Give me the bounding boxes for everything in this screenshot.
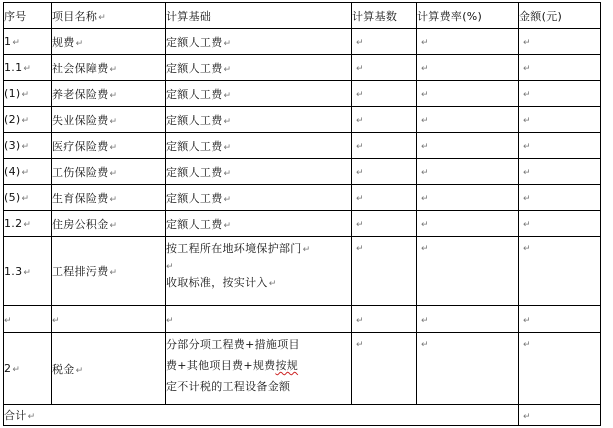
table-row xyxy=(4,81,601,107)
header-name: 项目名称↵ xyxy=(52,3,166,29)
table-row xyxy=(4,306,601,333)
cell-seq: 1.3↵ xyxy=(4,237,52,306)
table-row xyxy=(4,333,601,405)
cell-seq: 1.2↵ xyxy=(4,211,52,237)
total-amount-cell: ↵ xyxy=(519,405,601,426)
cell-basis: 定额人工费↵ xyxy=(166,211,352,237)
cell-amount: ↵ xyxy=(519,237,601,306)
table-row xyxy=(4,185,601,211)
table-row xyxy=(4,55,601,81)
cell-rate: ↵ xyxy=(417,159,519,185)
cell-name: 规费↵ xyxy=(52,29,166,55)
cell-seq: (2)↵ xyxy=(4,107,52,133)
cell-name: 生育保险费↵ xyxy=(52,185,166,211)
cell-base: ↵ xyxy=(352,237,417,306)
cell-rate: ↵ xyxy=(417,107,519,133)
cell-base: ↵ xyxy=(352,306,417,333)
cell-seq: (4)↵ xyxy=(4,159,52,185)
cell-seq: (3)↵ xyxy=(4,133,52,159)
cell-rate: ↵ xyxy=(417,133,519,159)
header-seq: 序号 xyxy=(4,3,52,29)
cell-seq: 1↵ xyxy=(4,29,52,55)
table-row xyxy=(4,133,601,159)
cell-rate: ↵ xyxy=(417,29,519,55)
table-row xyxy=(4,29,601,55)
cell-name: 税金↵ xyxy=(52,333,166,405)
table-header-row xyxy=(4,3,601,29)
header-amount: 金额(元) xyxy=(519,3,601,29)
cell-base: ↵ xyxy=(352,81,417,107)
cell-base: ↵ xyxy=(352,211,417,237)
cell-rate: ↵ xyxy=(417,55,519,81)
cell-basis: 定额人工费↵ xyxy=(166,81,352,107)
cell-basis: 定额人工费↵ xyxy=(166,55,352,81)
cell-basis: 定额人工费↵ xyxy=(166,29,352,55)
cell-basis: 按工程所在地环境保护部门↵ ↵ 收取标准，按实计入↵ xyxy=(166,237,352,306)
cell-name: 医疗保险费↵ xyxy=(52,133,166,159)
fee-table xyxy=(3,2,601,426)
cell-seq: ↵ xyxy=(4,306,52,333)
total-label-cell: 合计↵ xyxy=(4,405,519,426)
cell-seq: 2↵ xyxy=(4,333,52,405)
cell-amount: ↵ xyxy=(519,55,601,81)
cell-amount: ↵ xyxy=(519,81,601,107)
cell-base: ↵ xyxy=(352,159,417,185)
cell-amount: ↵ xyxy=(519,159,601,185)
cell-seq: (1)↵ xyxy=(4,81,52,107)
cell-amount: ↵ xyxy=(519,185,601,211)
cell-rate: ↵ xyxy=(417,306,519,333)
table-row xyxy=(4,107,601,133)
cell-rate: ↵ xyxy=(417,237,519,306)
header-basis: 计算基础 xyxy=(166,3,352,29)
cell-rate: ↵ xyxy=(417,185,519,211)
cell-basis: ↵ xyxy=(166,306,352,333)
cell-rate: ↵ xyxy=(417,211,519,237)
cell-amount: ↵ xyxy=(519,107,601,133)
cell-seq: (5)↵ xyxy=(4,185,52,211)
cell-basis: 定额人工费↵ xyxy=(166,133,352,159)
cell-rate: ↵ xyxy=(417,81,519,107)
cell-name: 工程排污费↵ xyxy=(52,237,166,306)
cell-rate: ↵ xyxy=(417,333,519,405)
table-row xyxy=(4,211,601,237)
cell-base: ↵ xyxy=(352,133,417,159)
cell-name: 社会保障费↵ xyxy=(52,55,166,81)
cell-basis: 分部分项工程费+措施项目 费+其他项目费+规费按规 定不计税的工程设备金额 xyxy=(166,333,352,405)
cell-seq: 1.1↵ xyxy=(4,55,52,81)
cell-base: ↵ xyxy=(352,333,417,405)
cell-name: 养老保险费↵ xyxy=(52,81,166,107)
cell-amount: ↵ xyxy=(519,306,601,333)
cell-name: 失业保险费↵ xyxy=(52,107,166,133)
table-total-row xyxy=(4,405,601,426)
cell-base: ↵ xyxy=(352,185,417,211)
cell-amount: ↵ xyxy=(519,133,601,159)
cell-name: 住房公积金↵ xyxy=(52,211,166,237)
cell-name: ↵ xyxy=(52,306,166,333)
table-row xyxy=(4,237,601,306)
header-rate: 计算费率(%) xyxy=(417,3,519,29)
cell-amount: ↵ xyxy=(519,29,601,55)
cell-base: ↵ xyxy=(352,107,417,133)
cell-base: ↵ xyxy=(352,29,417,55)
cell-base: ↵ xyxy=(352,55,417,81)
cell-amount: ↵ xyxy=(519,211,601,237)
cell-basis: 定额人工费↵ xyxy=(166,159,352,185)
cell-name: 工伤保险费↵ xyxy=(52,159,166,185)
table-row xyxy=(4,159,601,185)
cell-amount: ↵ xyxy=(519,333,601,405)
cell-basis: 定额人工费↵ xyxy=(166,107,352,133)
header-base: 计算基数 xyxy=(352,3,417,29)
cell-basis: 定额人工费↵ xyxy=(166,185,352,211)
